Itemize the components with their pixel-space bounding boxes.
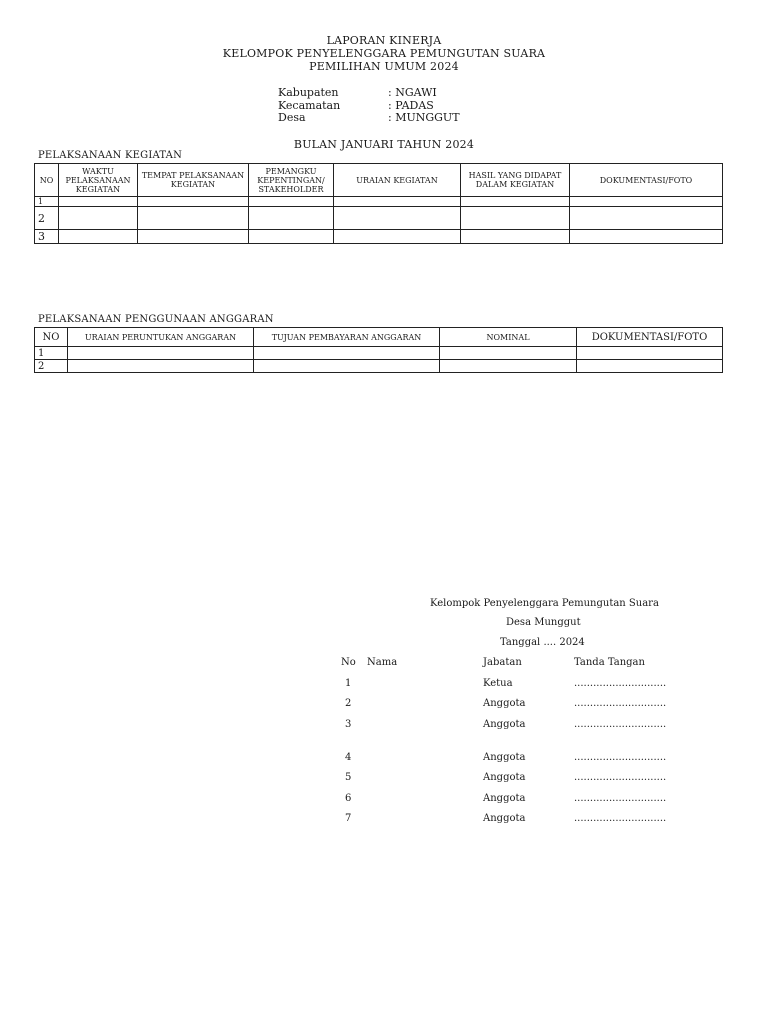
kegiatan-header-waktu: WAKTU PELAKSANAAN KEGIATAN (59, 164, 138, 197)
table-cell (461, 197, 570, 207)
kegiatan-header-stakeholder: PEMANGKU KEPENTINGAN/ STAKEHOLDER (249, 164, 334, 197)
table-cell (138, 207, 249, 230)
table-cell (334, 230, 461, 244)
info-label-desa: Desa (278, 111, 306, 124)
member-sign-line: ............................. (574, 678, 667, 689)
table-row (35, 230, 723, 244)
anggaran-header-dokumentasi: DOKUMENTASI/FOTO (577, 328, 723, 347)
signature-header-role: Jabatan (483, 657, 522, 668)
table-cell (254, 360, 440, 373)
table-cell (577, 360, 723, 373)
member-role: Anggota (483, 813, 526, 824)
table-cell (254, 347, 440, 360)
member-sign-line: ............................. (574, 752, 667, 763)
info-value-kabupaten: : NGAWI (388, 86, 437, 99)
table-cell (440, 360, 577, 373)
info-value-kecamatan: : PADAS (388, 99, 434, 112)
member-sign-line: ............................. (574, 772, 667, 783)
member-no: 3 (345, 719, 352, 730)
member-sign-line: ............................. (574, 698, 667, 709)
member-sign-line: ............................. (574, 793, 667, 804)
member-role: Anggota (483, 698, 526, 709)
table-cell (138, 230, 249, 244)
kegiatan-header-row (35, 164, 723, 197)
signature-org: Kelompok Penyelenggara Pemungutan Suara (430, 598, 659, 609)
table-cell (68, 360, 254, 373)
member-no: 1 (345, 678, 352, 689)
member-no: 5 (345, 772, 352, 783)
report-subtitle: KELOMPOK PENYELENGGARA PEMUNGUTAN SUARA (222, 47, 546, 60)
row-number: 1 (35, 197, 59, 207)
table-row (35, 360, 723, 373)
table-row (35, 207, 723, 230)
member-role: Anggota (483, 793, 526, 804)
kegiatan-header-no: NO (35, 164, 59, 197)
table-cell (461, 230, 570, 244)
signature-header-no: No (341, 657, 356, 668)
table-cell (68, 347, 254, 360)
anggaran-header-row (35, 328, 723, 347)
member-no: 7 (345, 813, 352, 824)
row-number: 3 (35, 230, 59, 244)
table-row (35, 197, 723, 207)
table-cell (249, 197, 334, 207)
kegiatan-header-dokumentasi: DOKUMENTASI/FOTO (570, 164, 723, 197)
member-role: Anggota (483, 772, 526, 783)
row-number: 2 (35, 360, 68, 373)
table-cell (138, 197, 249, 207)
row-number: 2 (35, 207, 59, 230)
kegiatan-header-uraian: URAIAN KEGIATAN (334, 164, 461, 197)
info-label-kabupaten: Kabupaten (278, 86, 339, 99)
kegiatan-section-label: PELAKSANAAN KEGIATAN (38, 150, 183, 161)
table-cell (59, 207, 138, 230)
table-cell (570, 197, 723, 207)
anggaran-section-label: PELAKSANAAN PENGGUNAAN ANGGARAN (38, 314, 274, 325)
kegiatan-header-hasil: HASIL YANG DIDAPAT DALAM KEGIATAN (461, 164, 570, 197)
table-cell (461, 207, 570, 230)
table-cell (59, 230, 138, 244)
signature-village: Desa Munggut (506, 617, 581, 628)
table-cell (249, 207, 334, 230)
anggaran-table (34, 327, 723, 373)
info-label-kecamatan: Kecamatan (278, 99, 341, 112)
report-election: PEMILIHAN UMUM 2024 (309, 60, 459, 73)
member-no: 2 (345, 698, 352, 709)
member-sign-line: ............................. (574, 813, 667, 824)
anggaran-header-nominal: NOMINAL (440, 328, 577, 347)
table-row (35, 347, 723, 360)
kegiatan-table (34, 163, 723, 244)
info-value-desa: : MUNGGUT (388, 111, 460, 124)
table-cell (570, 230, 723, 244)
table-cell (440, 347, 577, 360)
table-cell (570, 207, 723, 230)
member-role: Ketua (483, 678, 513, 689)
table-cell (249, 230, 334, 244)
member-no: 4 (345, 752, 352, 763)
report-period: BULAN JANUARI TAHUN 2024 (293, 138, 475, 151)
signature-header-sign: Tanda Tangan (574, 657, 645, 668)
table-cell (577, 347, 723, 360)
anggaran-header-uraian: URAIAN PERUNTUKAN ANGGARAN (68, 328, 254, 347)
member-no: 6 (345, 793, 352, 804)
report-title: LAPORAN KINERJA (326, 34, 442, 47)
anggaran-header-tujuan: TUJUAN PEMBAYARAN ANGGARAN (254, 328, 440, 347)
member-role: Anggota (483, 719, 526, 730)
member-sign-line: ............................. (574, 719, 667, 730)
table-cell (334, 197, 461, 207)
table-cell (334, 207, 461, 230)
table-cell (59, 197, 138, 207)
kegiatan-header-tempat: TEMPAT PELAKSANAAN KEGIATAN (138, 164, 249, 197)
member-role: Anggota (483, 752, 526, 763)
signature-header-name: Nama (367, 657, 398, 668)
signature-date: Tanggal .... 2024 (500, 637, 585, 648)
row-number: 1 (35, 347, 68, 360)
anggaran-header-no: NO (35, 328, 68, 347)
